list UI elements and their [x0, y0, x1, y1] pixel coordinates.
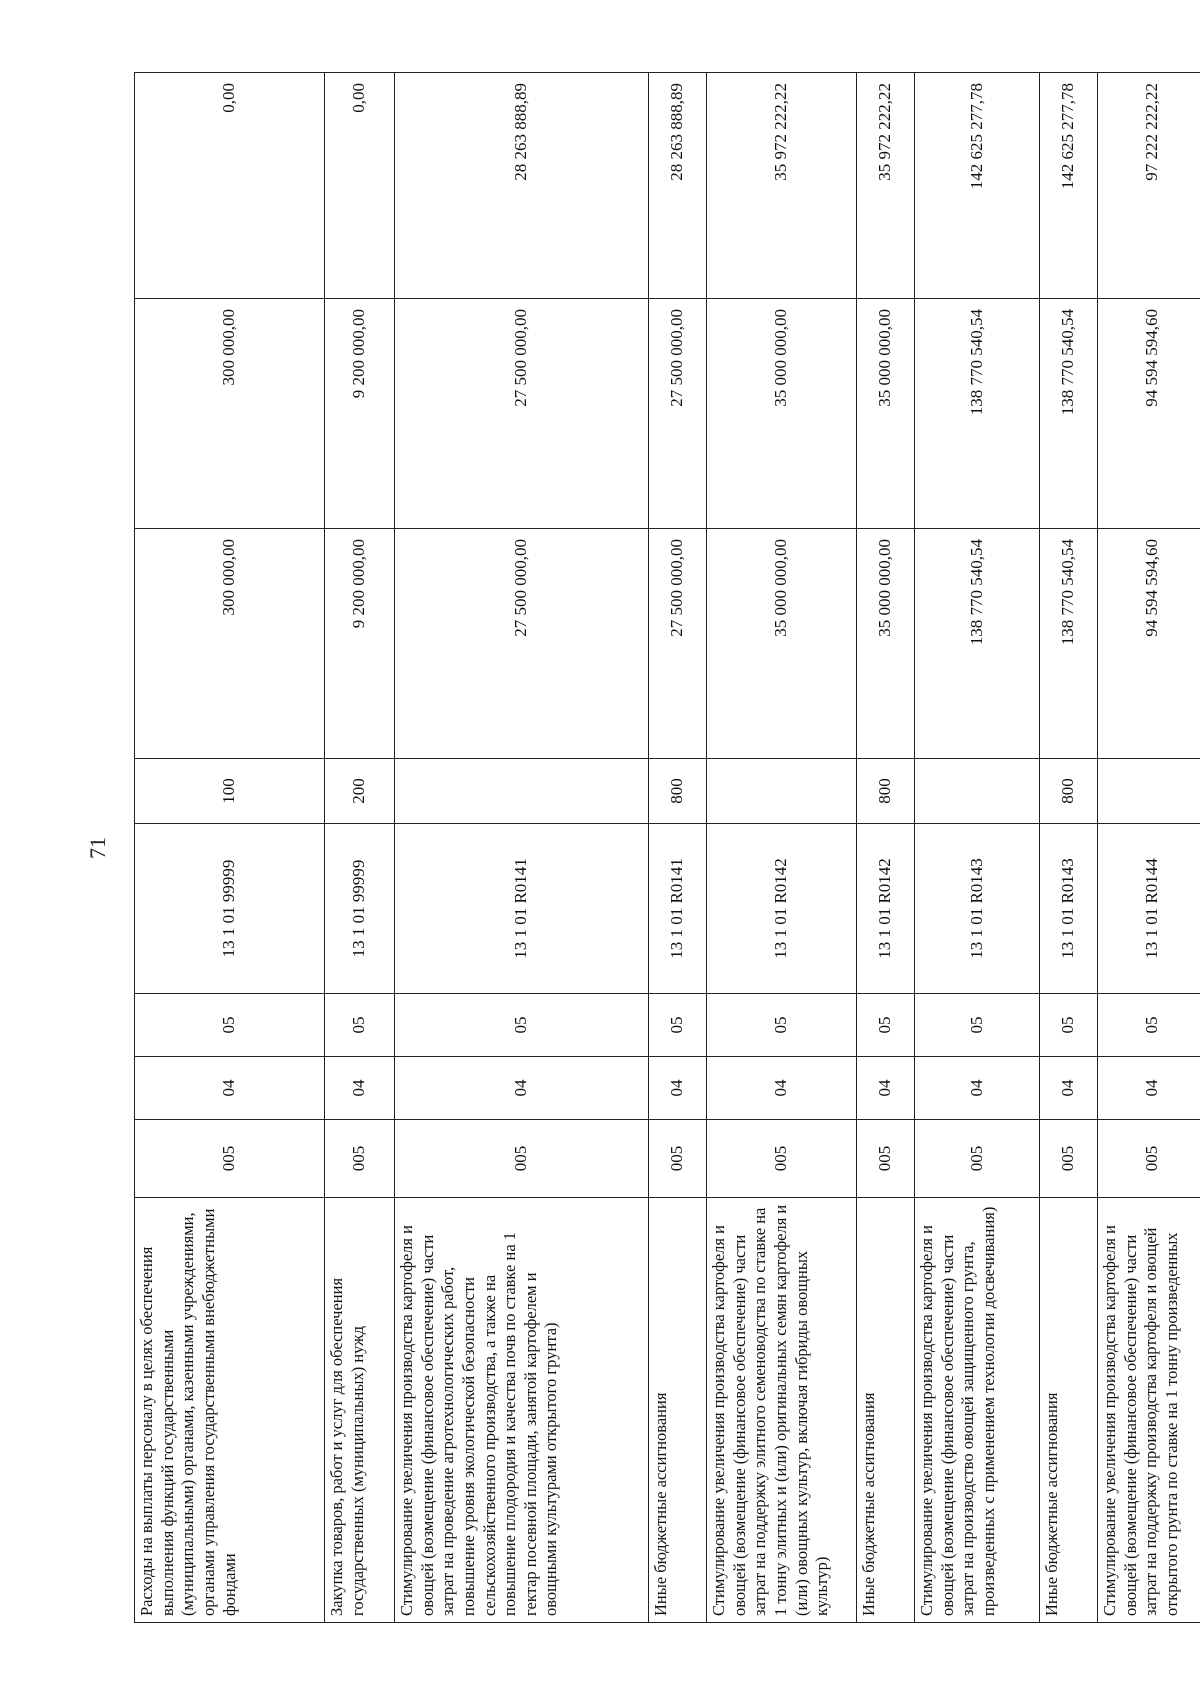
budget-table-rotated [134, 73, 1181, 1623]
row-name: Иные бюджетные ассигнования [649, 1198, 707, 1623]
amount-3: 142 625 277,78 [915, 73, 1040, 299]
amount-2: 35 000 000,00 [857, 299, 915, 529]
pr-code: 05 [707, 994, 857, 1057]
amount-3: 28 263 888,89 [649, 73, 707, 299]
table-row [915, 73, 1040, 1623]
amount-3: 35 972 222,22 [707, 73, 857, 299]
pr-code: 05 [857, 994, 915, 1057]
table-row [1098, 73, 1200, 1623]
csr-code: 13 1 01 R0142 [857, 824, 915, 994]
pr-code: 05 [649, 994, 707, 1057]
amount-2: 9 200 000,00 [325, 299, 395, 529]
vr-code [395, 759, 649, 824]
row-name: Иные бюджетные ассигнования [1040, 1198, 1098, 1623]
row-name: Стимулирование увеличения производства картофеля и овощей (возмещение (финансовое обеспечение) части затрат на производство овощей защищенного грунта, произведенных с применением технологии досвечивания) [915, 1198, 1040, 1623]
vr-code: 800 [857, 759, 915, 824]
pr-code: 05 [915, 994, 1040, 1057]
row-name: Иные бюджетные ассигнования [857, 1198, 915, 1623]
rz-code: 04 [857, 1057, 915, 1120]
vr-code [915, 759, 1040, 824]
vr-code [1098, 759, 1200, 824]
budget-table [134, 72, 1200, 1623]
amount-2: 27 500 000,00 [395, 299, 649, 529]
table-row [395, 73, 649, 1623]
amount-2: 27 500 000,00 [649, 299, 707, 529]
amount-1: 94 594 594,60 [1098, 529, 1200, 759]
csr-code: 13 1 01 R0143 [1040, 824, 1098, 994]
table-row [135, 73, 325, 1623]
vr-code: 100 [135, 759, 325, 824]
rz-code: 04 [135, 1057, 325, 1120]
ved-code: 005 [915, 1120, 1040, 1198]
amount-2: 35 000 000,00 [707, 299, 857, 529]
amount-3: 0,00 [135, 73, 325, 299]
amount-1: 27 500 000,00 [649, 529, 707, 759]
rz-code: 04 [707, 1057, 857, 1120]
amount-1: 300 000,00 [135, 529, 325, 759]
rz-code: 04 [1098, 1057, 1200, 1120]
amount-2: 300 000,00 [135, 299, 325, 529]
row-name: Стимулирование увеличения производства картофеля и овощей (возмещение (финансовое обеспечение) части затрат на проведение агротехнологических работ, повышение уровня экологической безопасности сельскохозяйственного производства, а также на повышение плодородия и качества почв по ставке на 1 гектар посевной площади, занятой картофелем и овощными культурами открытого грунта) [395, 1198, 649, 1623]
amount-3: 0,00 [325, 73, 395, 299]
rz-code: 04 [915, 1057, 1040, 1120]
pr-code: 05 [395, 994, 649, 1057]
row-name: Стимулирование увеличения производства картофеля и овощей (возмещение (финансовое обеспечение) части затрат на поддержку элитного семеноводства по ставке на 1 тонну элитных и (или) оригинальных семян картофеля и (или) овощных культур, включая гибриды овощных культур) [707, 1198, 857, 1623]
csr-code: 13 1 01 99999 [325, 824, 395, 994]
amount-3: 97 222 222,22 [1098, 73, 1200, 299]
amount-3: 28 263 888,89 [395, 73, 649, 299]
amount-3: 35 972 222,22 [857, 73, 915, 299]
ved-code: 005 [395, 1120, 649, 1198]
table-row [857, 73, 915, 1623]
row-name: Закупка товаров, работ и услуг для обеспечения государственных (муниципальных) нужд [325, 1198, 395, 1623]
table-row [1040, 73, 1098, 1623]
vr-code: 800 [649, 759, 707, 824]
amount-2: 138 770 540,54 [915, 299, 1040, 529]
ved-code: 005 [1040, 1120, 1098, 1198]
row-name: Стимулирование увеличения производства картофеля и овощей (возмещение (финансовое обеспечение) части затрат на поддержку производства картофеля и овощей открытого грунта по ставке на 1 тонну произведенных [1098, 1198, 1200, 1623]
pr-code: 05 [135, 994, 325, 1057]
ved-code: 005 [325, 1120, 395, 1198]
rz-code: 04 [649, 1057, 707, 1120]
ved-code: 005 [649, 1120, 707, 1198]
table-row [649, 73, 707, 1623]
rz-code: 04 [325, 1057, 395, 1120]
amount-2: 138 770 540,54 [1040, 299, 1098, 529]
amount-3: 142 625 277,78 [1040, 73, 1098, 299]
pr-code: 05 [1040, 994, 1098, 1057]
vr-code [707, 759, 857, 824]
row-name: Расходы на выплаты персоналу в целях обеспечения выполнения функций государственными (муниципальными) органами, казенными учреждениями, органами управления государственными внебюджетными фондами [135, 1198, 325, 1623]
ved-code: 005 [1098, 1120, 1200, 1198]
pr-code: 05 [325, 994, 395, 1057]
ved-code: 005 [707, 1120, 857, 1198]
csr-code: 13 1 01 R0143 [915, 824, 1040, 994]
csr-code: 13 1 01 R0141 [395, 824, 649, 994]
ved-code: 005 [857, 1120, 915, 1198]
page-number: 71 [85, 837, 110, 859]
amount-1: 35 000 000,00 [707, 529, 857, 759]
amount-1: 138 770 540,54 [915, 529, 1040, 759]
csr-code: 13 1 01 R0141 [649, 824, 707, 994]
amount-2: 94 594 594,60 [1098, 299, 1200, 529]
table-row [325, 73, 395, 1623]
csr-code: 13 1 01 99999 [135, 824, 325, 994]
amount-1: 27 500 000,00 [395, 529, 649, 759]
table-row [707, 73, 857, 1623]
amount-1: 138 770 540,54 [1040, 529, 1098, 759]
amount-1: 9 200 000,00 [325, 529, 395, 759]
amount-1: 35 000 000,00 [857, 529, 915, 759]
rz-code: 04 [395, 1057, 649, 1120]
vr-code: 200 [325, 759, 395, 824]
vr-code: 800 [1040, 759, 1098, 824]
pr-code: 05 [1098, 994, 1200, 1057]
csr-code: 13 1 01 R0142 [707, 824, 857, 994]
ved-code: 005 [135, 1120, 325, 1198]
rz-code: 04 [1040, 1057, 1098, 1120]
csr-code: 13 1 01 R0144 [1098, 824, 1200, 994]
